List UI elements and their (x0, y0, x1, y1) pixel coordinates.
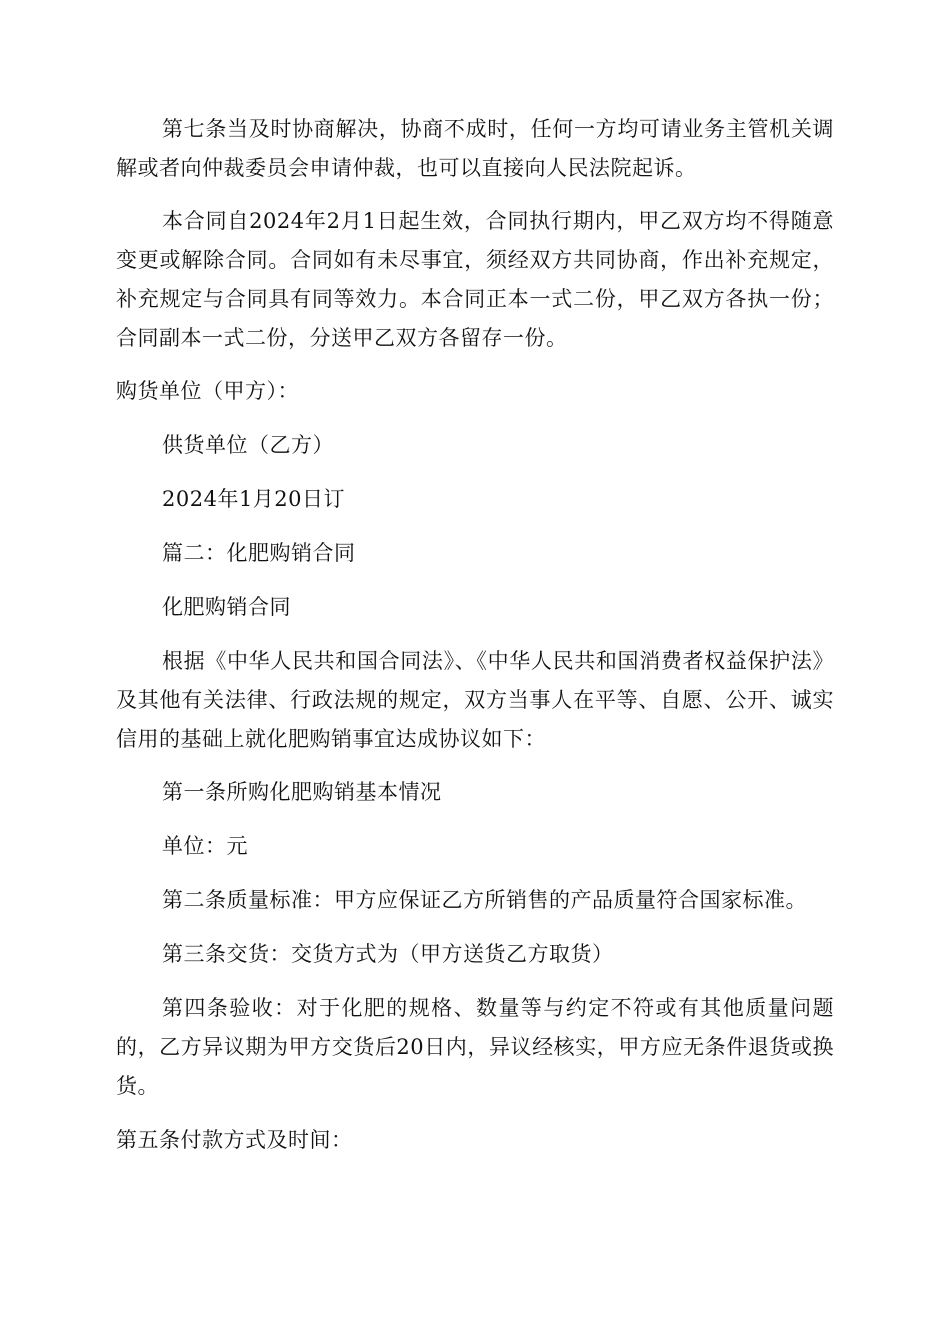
effective-date-paragraph: 本合同自2024年2月1日起生效，合同执行期内，甲乙双方均不得随意变更或解除合同。合同如有未尽事宜，须经双方共同协商，作出补充规定，补充规定与合同具有同等效力。本合同正本一式二份，甲乙双方各执一份；合同副本一式二份，分送甲乙双方各留存一份。 (116, 209, 834, 350)
clause-four-paragraph: 第四条验收：对于化肥的规格、数量等与约定不符或有其他质量问题的，乙方异议期为甲方交货后20日内，异议经核实，甲方应无条件退货或换货。 (116, 996, 834, 1098)
clause-one-heading: 第一条所购化肥购销基本情况 (162, 780, 442, 804)
clause-two-paragraph: 第二条质量标准：甲方应保证乙方所销售的产品质量符合国家标准。 (162, 888, 807, 912)
unit-label: 单位：元 (162, 834, 248, 858)
clause-seven-paragraph: 第七条当及时协商解决，协商不成时，任何一方均可请业务主管机关调解或者向仲裁委员会申请仲裁，也可以直接向人民法院起诉。 (116, 117, 834, 180)
supplier-signature-label: 供货单位（乙方） (162, 433, 334, 457)
signing-date: 2024年1月20日订 (162, 487, 346, 511)
contract-title: 化肥购销合同 (162, 595, 291, 619)
chapter-heading: 篇二：化肥购销合同 (162, 541, 356, 565)
preamble-paragraph: 根据《中华人民共和国合同法》、《中华人民共和国消费者权益保护法》及其他有关法律、行政法规的规定，双方当事人在平等、自愿、公开、诚实信用的基础上就化肥购销事宜达成协议如下： (116, 649, 834, 751)
clause-three-paragraph: 第三条交货：交货方式为（甲方送货乙方取货） (162, 942, 614, 966)
buyer-signature-label: 购货单位（甲方）： (116, 379, 299, 403)
clause-five-heading: 第五条付款方式及时间： (116, 1128, 353, 1152)
